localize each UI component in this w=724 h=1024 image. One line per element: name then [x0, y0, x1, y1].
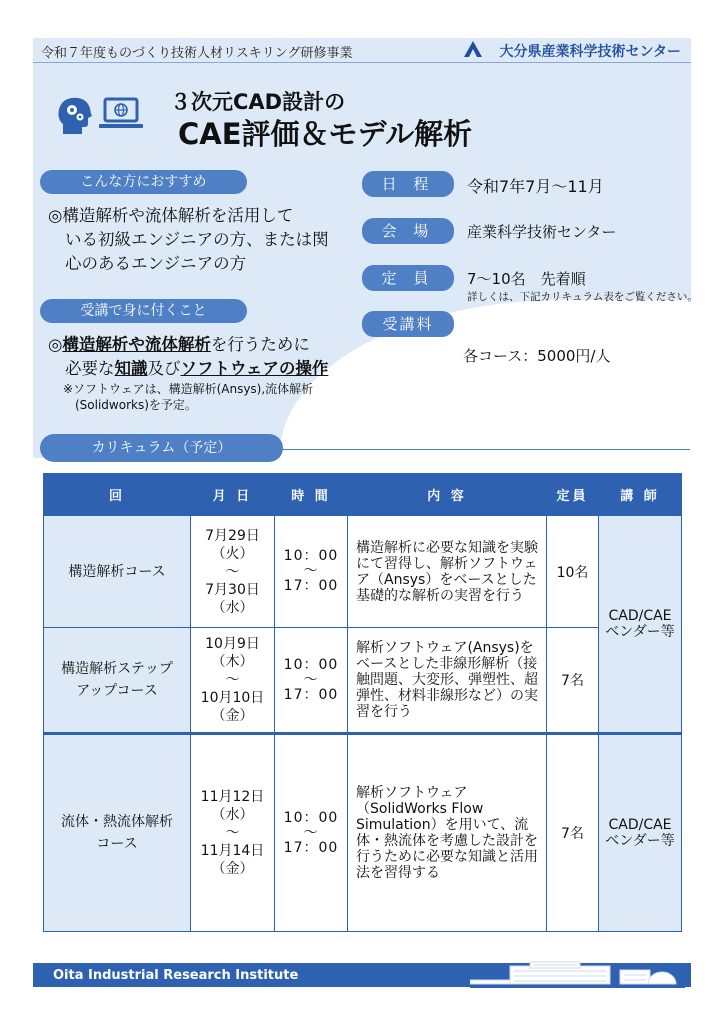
course-date: [191, 734, 275, 932]
course-content: 解析ソフトウェア(Ansys)をベースとした非線形解析（接触問題、大変形、弾塑性、超弾性、材料非線形など）の実習を行う: [348, 628, 547, 734]
skills-text-span: を行うために: [210, 335, 310, 354]
course-time: [275, 734, 348, 932]
instructor-line: ベンダー等: [605, 833, 675, 849]
institute-name: Oita Industrial Research Institute: [53, 968, 299, 983]
date-line: ～: [225, 672, 240, 688]
column-header: 内 容: [348, 474, 547, 516]
date-line: （火）: [211, 545, 254, 562]
time-line: 10：00: [283, 809, 339, 826]
instructor-line: CAD/CAE: [608, 608, 672, 624]
note-line: (Solidworks)を予定。: [75, 398, 197, 412]
skills-text-span: 必要な: [65, 359, 115, 378]
recommend-line: 心のあるエンジニアの方: [65, 254, 247, 273]
course-name-line: 構造解析ステップ: [61, 661, 173, 677]
organization-logo-icon: [462, 39, 484, 59]
building-illustration-icon: [470, 960, 685, 988]
course-name: [44, 516, 191, 628]
recommend-line: ◎構造解析や流体解析を活用して: [48, 206, 294, 225]
column-header: 回: [44, 474, 191, 516]
schedule-value: 令和7年7月～11月: [467, 177, 604, 196]
top-bar: [33, 38, 691, 62]
date-line: 10月10日: [200, 690, 265, 706]
course-time: [275, 628, 348, 734]
time-line: 10：00: [283, 656, 339, 673]
top-divider: [33, 62, 691, 63]
course-name-line: 構造解析コース: [68, 563, 166, 580]
instructor-line: ベンダー等: [605, 624, 675, 640]
course-capacity: 10名: [547, 516, 599, 628]
recommend-label-pill: こんな方におすすめ: [40, 170, 247, 194]
date-line: 11月14日: [200, 843, 265, 859]
time-line: ～: [303, 671, 319, 688]
date-line: （水）: [211, 807, 254, 823]
course-name-line: アップコース: [76, 683, 158, 699]
brain-gear-head-icon: [55, 94, 95, 136]
skills-emphasis: 構造解析や流体解析: [62, 335, 211, 354]
capacity-value: 7～10名 先着順: [467, 270, 586, 288]
time-line: ～: [303, 563, 319, 579]
course-instructor: [599, 734, 682, 932]
table-row: [44, 516, 682, 628]
date-line: 10月9日: [205, 636, 260, 652]
course-name: [44, 734, 191, 932]
column-header: 講 師: [599, 474, 682, 516]
venue-value: 産業科学技術センター: [467, 223, 617, 241]
course-name-line: コース: [96, 836, 138, 852]
time-line: 17：00: [283, 686, 339, 703]
date-line: 11月12日: [200, 789, 265, 805]
capacity-note: 詳しくは、下記カリキュラム表をご覧ください。: [467, 291, 698, 303]
course-date: [191, 516, 275, 628]
venue-label: 会 場: [362, 218, 454, 244]
course-content: 解析ソフトウェア（SolidWorks Flow Simulation）を用いて、流体・熱流体を考慮した設計を行うために必要な知識と活用法を習得する: [348, 734, 547, 932]
date-line: 7月29日: [205, 527, 260, 544]
date-line: 7月30日: [205, 581, 260, 598]
schedule-label: 日 程: [362, 171, 454, 197]
organization-name: 大分県産業科学技術センター: [499, 44, 681, 60]
instructor-line: CAD/CAE: [608, 817, 672, 833]
curriculum-label-pill: カリキュラム（予定）: [40, 434, 283, 462]
skills-text: [48, 333, 328, 381]
time-line: 17：00: [283, 839, 339, 856]
course-instructor: [599, 516, 682, 734]
table-header-row: [44, 474, 682, 516]
course-capacity: 7名: [547, 628, 599, 734]
course-name-line: 流体・熱流体解析: [61, 814, 173, 830]
course-date: [191, 628, 275, 734]
curriculum-table: [43, 473, 682, 932]
skills-emphasis: 知識: [114, 359, 148, 378]
date-line: （水）: [211, 599, 254, 616]
skills-emphasis: ソフトウェアの操作: [180, 359, 329, 378]
time-line: 10：00: [283, 548, 339, 564]
software-note: [63, 381, 313, 413]
fee-value: 各コース：5000円/人: [463, 347, 611, 365]
program-name: 令和７年度ものづくり技術人材リスキリング研修事業: [41, 46, 353, 61]
skills-text-span: 及び: [147, 359, 181, 378]
time-line: 17：00: [283, 578, 339, 594]
date-line: （木）: [211, 654, 254, 670]
table-row: [44, 628, 682, 734]
column-header: 時 間: [275, 474, 348, 516]
column-header: 月 日: [191, 474, 275, 516]
bullet-mark: ◎: [48, 335, 63, 354]
recommend-line: いる初級エンジニアの方、または関: [65, 230, 329, 249]
time-line: ～: [303, 824, 319, 841]
course-content: 構造解析に必要な知識を実験にて習得し、解析ソフトウェア（Ansys）をベースとした基礎的な解析の実習を行う: [348, 516, 547, 628]
column-header: 定員: [547, 474, 599, 516]
laptop-icon: [97, 97, 145, 133]
skills-label-pill: 受講で身に付くこと: [40, 299, 247, 323]
course-capacity: 7名: [547, 734, 599, 932]
capacity-label: 定 員: [362, 265, 454, 291]
note-line: ※ソフトウェアは、構造解析(Ansys),流体解析: [63, 382, 314, 396]
recommend-text: [48, 204, 329, 276]
page-title: CAE評価＆モデル解析: [178, 117, 473, 151]
date-line: ～: [225, 825, 240, 841]
date-line: （金）: [211, 708, 254, 724]
fee-label: 受講料: [362, 311, 454, 337]
date-line: （金）: [211, 861, 254, 877]
course-time: [275, 516, 348, 628]
date-line: ～: [225, 563, 240, 580]
course-name: [44, 628, 191, 734]
title-subheading: ３次元CAD設計の: [170, 90, 346, 114]
table-row: [44, 734, 682, 932]
